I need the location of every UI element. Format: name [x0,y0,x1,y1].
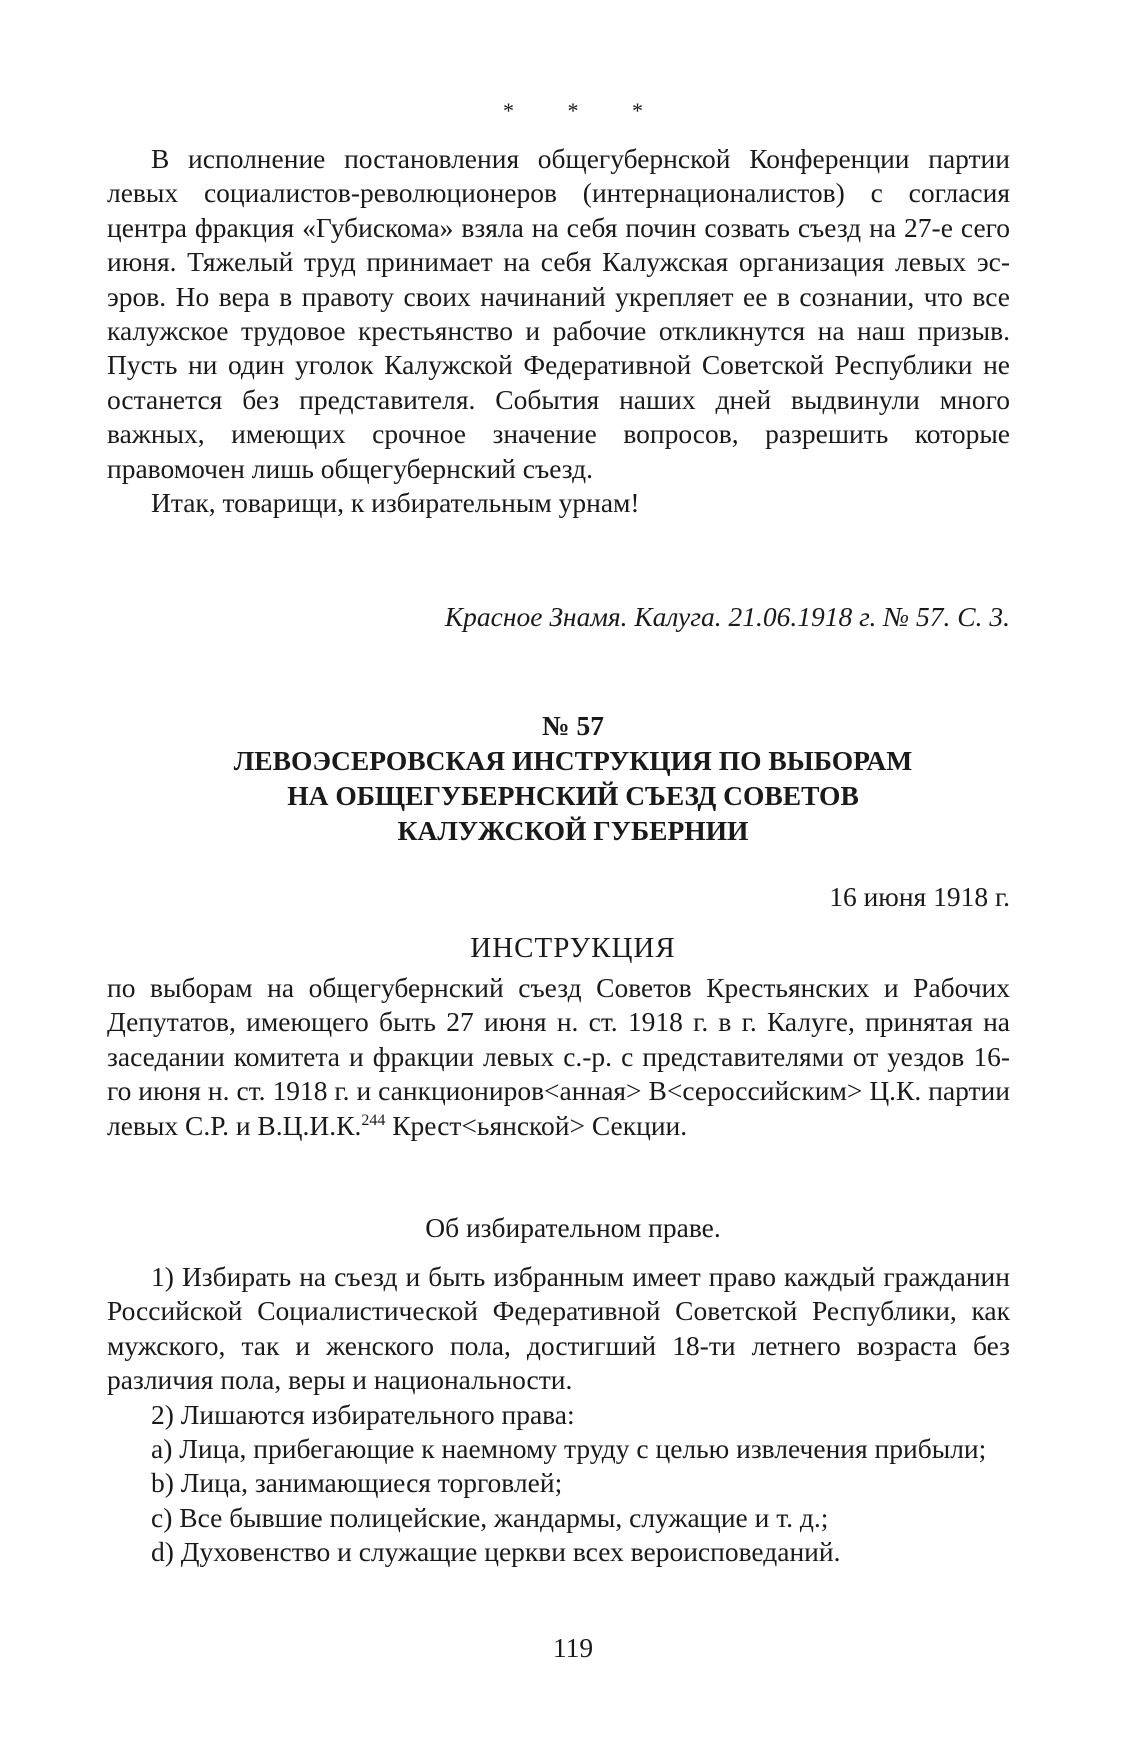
page-number: 119 [552,1632,594,1663]
instruction-text-tail: Крест<ьянской> Секции. [385,1109,688,1141]
instruction-description [107,971,1010,1143]
list-item-2: 2) Лишаются избирательного права: [151,1398,575,1430]
document-date: 16 июня 1918 г. [829,881,1010,912]
section-body [107,1260,1010,1570]
document-number: № 57 [541,710,604,741]
closing-line: Итак, товарищи, к избирательным урнам! [151,487,640,519]
section-separator: * * * [503,98,667,123]
source-citation: Красное Знамя. Калуга. 21.06.1918 г. № 57. С. 3. [444,601,1010,632]
document-title-line-1: ЛЕВОЭСЕРОВСКАЯ ИНСТРУКЦИЯ ПО ВЫБОРАМ [233,745,913,776]
document-title-line-2: НА ОБЩЕГУБЕРНСКИЙ СЪЕЗД СОВЕТОВ [287,780,859,811]
list-item-1: 1) Избирать на съезд и быть избранным имеет право каждый гражданин Российской Социалистической Федеративной Советской Республики, как мужского, так и женского пола, достигший 18-ти летнего возраста без различия пола, веры и национальности. [107,1261,1010,1396]
instruction-text: по выборам на общегубернский съезд Советов Крестьянских и Рабочих Депутатов, имеющего быть 27 июня н. ст. 1918 г. в г. Калуге, принятая на заседании комитета и фракции левых с.-р. с представителями от уездов 16-го июня н. ст. 1918 г. и санкциониров<анная> В<сероссийским> Ц.К. партии левых С.Р. и В.Ц.И.К. [107,972,1010,1141]
list-item-2d: d) Духовенство и служащие церкви всех вероисповеданий. [151,1536,841,1568]
intro-block [107,142,1010,520]
document-heading [0,708,1146,848]
list-item-2a: а) Лица, прибегающие к наемному труду с целью извлечения прибыли; [151,1433,987,1465]
list-item-2c: с) Все бывшие полицейские, жандармы, служащие и т. д.; [151,1501,829,1533]
document-title-line-3: КАЛУЖСКОЙ ГУБЕРНИИ [397,815,749,846]
instruction-heading: ИНСТРУКЦИЯ [470,932,676,964]
intro-paragraph: В исполнение постановления общегубернской Конференции партии левых социалистов-революционеров (интернационалистов) с согласия центра фракция «Губискома» взяла на себя почин созвать съезд на 27-е сего июня. Тяжелый труд принимает на себя Калужская организация левых эс-эров. Но вера в правоту своих начинаний укрепляет ее в сознании, что все калужское трудовое крестьянство и рабочие откликнутся на наш призыв. Пусть ни один уголок Калужской Федеративной Советской Республики не останется без представителя. События наших дней выдвинули много важных, имеющих срочное значение вопросов, разрешить которые правомочен лишь общегубернский съезд. [107,143,1010,484]
section-title: Об избирательном праве. [425,1212,721,1243]
footnote-ref: 244 [361,1111,386,1129]
list-item-2b: b) Лица, занимающиеся торговлей; [151,1467,563,1499]
instruction-block [107,971,1010,1143]
